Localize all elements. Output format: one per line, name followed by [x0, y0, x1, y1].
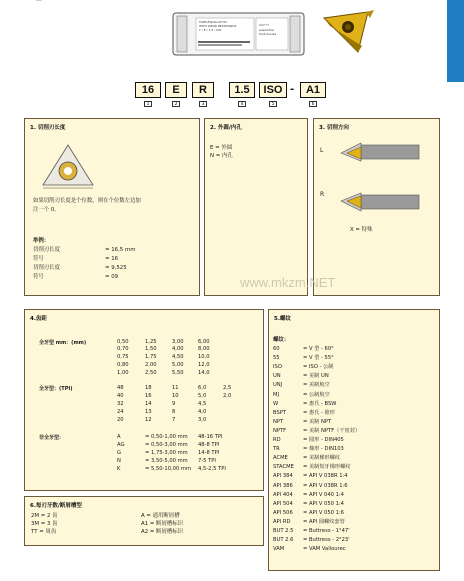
thread-code: W — [273, 400, 279, 407]
g3-r1c2: = 0,50-1,00 mm — [145, 434, 188, 440]
g2-r1c3: 11 — [172, 385, 179, 391]
group-3-label: 非全牙型： — [39, 435, 65, 441]
g3-r1c1: A — [117, 434, 121, 440]
thread-description: = 美制航空 — [303, 382, 330, 389]
g1-r2c2: 1,50 — [145, 345, 157, 352]
section-3-label-l: L — [320, 147, 324, 154]
section-6-teeth-chipbreaker — [24, 496, 264, 546]
thread-description: = 美制 UN — [303, 373, 329, 380]
insert-icon — [318, 8, 374, 58]
right-hand-tool-icon — [339, 189, 421, 215]
g2-r4c4: 4,0 — [198, 409, 207, 415]
thread-description: = Buttress - 2°23' — [303, 537, 350, 544]
watermark: www.mkzm.NET — [240, 275, 336, 290]
left-hand-tool-image — [339, 139, 421, 165]
g2-r5c4: 3,0 — [198, 417, 207, 423]
thread-code: MJ — [273, 391, 280, 398]
code-seg-5: ISO — [259, 82, 287, 98]
thread-description: = ISO - 公制 — [303, 364, 334, 371]
thread-description: = V 型 - 60° — [303, 346, 334, 352]
g3-r3c3: 14-8 TPI — [198, 450, 220, 456]
package-label — [172, 11, 305, 57]
g1-r2c4: 8,00 — [198, 345, 210, 352]
thread-description: = 梯形 - DIN103 — [303, 446, 344, 453]
section-1-row-3-val: = 9,525 — [105, 265, 127, 271]
thread-code: VAM — [273, 546, 285, 553]
g3-r5c1: K — [117, 466, 121, 472]
g2-r1c5: 2,5 — [223, 385, 232, 391]
section-2-line-1: E = 外圆 — [210, 145, 233, 151]
code-num-3: 3 — [199, 101, 207, 107]
section-5-thread — [268, 309, 440, 571]
g2-r2c4: 5,0 — [198, 393, 207, 399]
g3-r2c1: AG — [117, 442, 125, 448]
thread-code: TR — [273, 446, 280, 453]
section-1-row-1-key: 切削刃长度 — [33, 247, 60, 253]
g3-r4c2: = 3,50-5,00 mm — [145, 458, 188, 464]
g2-r3c3: 9 — [172, 401, 176, 407]
code-seg-6: A1 — [300, 82, 326, 98]
g1-r5c2: 2,50 — [145, 370, 157, 376]
thread-code: 55 — [273, 355, 280, 362]
thread-description: = API 圆螺纹套管 — [303, 518, 345, 525]
g2-r4c2: 13 — [145, 409, 152, 415]
section-4-pitch — [24, 309, 264, 491]
g1-r1c1: 0,50 — [117, 339, 129, 345]
section-3-label-r: R — [320, 191, 325, 198]
thread-description: = 美制短牙梯形螺纹 — [303, 464, 351, 471]
thread-code: STACME — [273, 464, 294, 471]
g1-r4c4: 12,0 — [198, 362, 210, 368]
g1-r1c3: 3,00 — [172, 339, 184, 345]
section-1-cutting-edge-length — [24, 118, 200, 296]
code-num-2: 2 — [172, 101, 180, 107]
thread-code: RD — [273, 437, 281, 443]
s6-r3-left: TT = 周齿 — [31, 529, 57, 535]
thread-code: API 506 — [273, 509, 293, 516]
label-line-2: WITH WEAR RESISTANCE — [199, 24, 237, 28]
section-1-row-4-key: 符号 — [33, 274, 44, 280]
label-right-2: ensemble — [259, 27, 274, 32]
s6-r2-right: A1 = 断屑槽标识 — [141, 521, 184, 527]
code-num-6: 6 — [309, 101, 317, 107]
thread-description: = 惠氏 - 锥形 — [303, 409, 335, 416]
thread-code: UN — [273, 373, 281, 380]
side-tab — [447, 0, 464, 82]
g2-r2c5: 2,0 — [223, 393, 232, 399]
g2-r2c1: 40 — [117, 393, 124, 399]
g1-r3c1: 0,75 — [117, 354, 129, 360]
g2-r5c3: 7 — [172, 417, 176, 423]
section-3-cutting-direction — [313, 118, 440, 296]
section-3-note: X = 特殊 — [350, 227, 373, 233]
g1-r4c1: 0,80 — [117, 362, 129, 368]
thread-description: = 公制航空 — [303, 391, 330, 398]
thread-description: = Buttress - 1°47' — [303, 528, 350, 534]
g2-r5c1: 20 — [117, 417, 124, 423]
thread-code: NPTF — [273, 427, 287, 434]
section-5-sub: 螺纹： — [273, 337, 290, 343]
section-5-title: 5.螺纹 — [274, 316, 291, 322]
g1-r5c3: 5,50 — [172, 370, 184, 376]
g3-r3c1: G — [117, 450, 122, 456]
code-seg-4: 1.5 — [229, 82, 255, 98]
section-1-note-1: 如果切削刃长度是个位数，则在个位数左边加 — [33, 198, 141, 204]
g2-r3c2: 14 — [145, 401, 152, 407]
section-1-row-2-key: 符号 — [33, 256, 44, 262]
label-right-1: C27 Yl — [259, 23, 269, 27]
thread-code: ACME — [273, 455, 288, 462]
thread-description: = VAM Vallourec — [303, 546, 346, 553]
g3-r3c2: = 1,75-3,00 mm — [145, 450, 188, 456]
section-1-row-2-val: = 16 — [105, 256, 119, 262]
section-1-row-3-key: 切削刃长度 — [33, 265, 60, 271]
g2-r1c1: 48 — [117, 385, 124, 391]
g1-r1c2: 1,25 — [145, 339, 157, 345]
insert-outline-icon — [39, 141, 97, 191]
g3-r2c3: 48-8 TPI — [198, 442, 220, 448]
insert-image — [318, 8, 374, 58]
g1-r5c4: 14,0 — [198, 370, 210, 376]
g3-r5c3: 4,5-2,5 TPI — [198, 466, 226, 472]
g1-r1c4: 6,00 — [198, 339, 210, 345]
g3-r4c1: N — [117, 458, 121, 464]
thread-description: = API V 038R 1:6 — [303, 482, 348, 489]
g3-r2c2: = 0,50-3,00 mm — [145, 442, 188, 448]
section-1-title: 1. 切削刃长度 — [30, 125, 66, 131]
thread-code: 60 — [273, 346, 280, 352]
g2-r4c1: 24 — [117, 409, 124, 415]
g1-r3c2: 1,75 — [145, 354, 157, 360]
thread-description: = 美制梯形螺纹 — [303, 455, 341, 462]
thread-description: = 惠氏 - BSW — [303, 400, 337, 407]
g2-r2c3: 10 — [172, 393, 179, 399]
s6-r1-right: A = 通用断屑槽 — [141, 513, 180, 519]
g2-r3c4: 4,5 — [198, 401, 207, 407]
thread-description: = API V 050 1:6 — [303, 509, 344, 516]
package-graphic — [172, 11, 305, 57]
thread-code: BUT 2.6 — [273, 537, 294, 544]
label-right-3: foxit avvise — [259, 32, 277, 36]
g2-r2c2: 16 — [145, 393, 152, 399]
thread-code: NPT — [273, 418, 284, 425]
g2-r4c3: 8 — [172, 409, 176, 415]
thread-code: ISO — [273, 364, 282, 371]
group-2-label: 全牙型：(TPI) — [39, 386, 73, 392]
code-seg-2: E — [165, 82, 187, 98]
g1-r3c4: 10,0 — [198, 354, 210, 360]
g1-r4c3: 5,00 — [172, 362, 184, 368]
thread-description: = V 型 - 55° — [303, 355, 334, 362]
top-mark: — — [36, 0, 42, 4]
thread-code: API 384 — [273, 473, 293, 480]
thread-description: = 圆形 - DIN405 — [303, 437, 344, 443]
s6-r1-left: 2M = 2 齿 — [31, 513, 58, 519]
g3-r1c3: 48-16 TPI — [198, 434, 223, 440]
s6-r2-left: 3M = 3 齿 — [31, 521, 58, 527]
section-4-title: 4.齿距 — [30, 316, 47, 322]
section-2-title: 2. 外圆/内孔 — [210, 125, 242, 131]
right-hand-tool-image — [339, 189, 421, 215]
code-num-4: 4 — [238, 101, 246, 107]
thread-description: = API V 050 1:4 — [303, 500, 344, 507]
section-1-row-1-val: = 16,5 mm — [105, 247, 136, 253]
g3-r4c3: 7-5 TPI — [198, 458, 216, 464]
thread-code: API 386 — [273, 482, 293, 489]
g1-r2c1: 0,70 — [117, 345, 129, 352]
section-2-external-internal — [204, 118, 308, 296]
section-2-line-2: N = 内孔 — [210, 153, 233, 159]
code-num-5: 5 — [269, 101, 277, 107]
section-1-insert-image — [39, 141, 97, 191]
g1-r2c3: 4,00 — [172, 345, 184, 352]
g1-r5c1: 1,00 — [117, 370, 129, 376]
section-1-note-2: 注一个 0。 — [33, 207, 60, 213]
section-1-example-label: 举例： — [33, 238, 50, 244]
g1-r3c3: 4,50 — [172, 354, 184, 360]
code-seg-1: 16 — [135, 82, 161, 98]
section-3-title: 3. 切削方向 — [319, 125, 349, 131]
g2-r5c2: 12 — [145, 417, 152, 423]
label-line-3: T / E / 1.5 / ISO — [199, 28, 222, 32]
section-6-title: 6.每刃牙数/断屑槽型 — [30, 503, 82, 509]
g2-r3c1: 32 — [117, 401, 124, 407]
thread-code: API 404 — [273, 491, 293, 498]
thread-description: = API V 040 1:4 — [303, 491, 344, 498]
left-hand-tool-icon — [339, 139, 421, 165]
code-separator: - — [290, 84, 295, 95]
code-num-1: 1 — [144, 101, 152, 107]
g3-r5c2: = 5,50-10,00 mm — [145, 466, 192, 472]
thread-description: = 美制 NPT — [303, 418, 332, 425]
thread-code: API 504 — [273, 500, 293, 507]
thread-code: API RD — [273, 518, 291, 525]
label-line-1: TAIEGFW/ALLOY/SI — [199, 20, 227, 24]
thread-code: BSPT — [273, 409, 287, 416]
s6-r3-right: A2 = 断屑槽标识 — [141, 529, 184, 535]
thread-description: = 美制 NPTF（干密封） — [303, 427, 361, 434]
thread-code: BUT 2.5 — [273, 528, 294, 534]
g2-r1c4: 6,0 — [198, 385, 207, 391]
section-1-row-4-val: = 09 — [105, 274, 119, 280]
thread-description: = API V 038R 1:4 — [303, 473, 348, 480]
g1-r4c2: 2,00 — [145, 362, 157, 368]
g2-r1c2: 18 — [145, 385, 152, 391]
group-1-label: 全牙型 mm：(mm) — [39, 340, 87, 346]
code-seg-3: R — [192, 82, 214, 98]
thread-code: UNJ — [273, 382, 283, 389]
